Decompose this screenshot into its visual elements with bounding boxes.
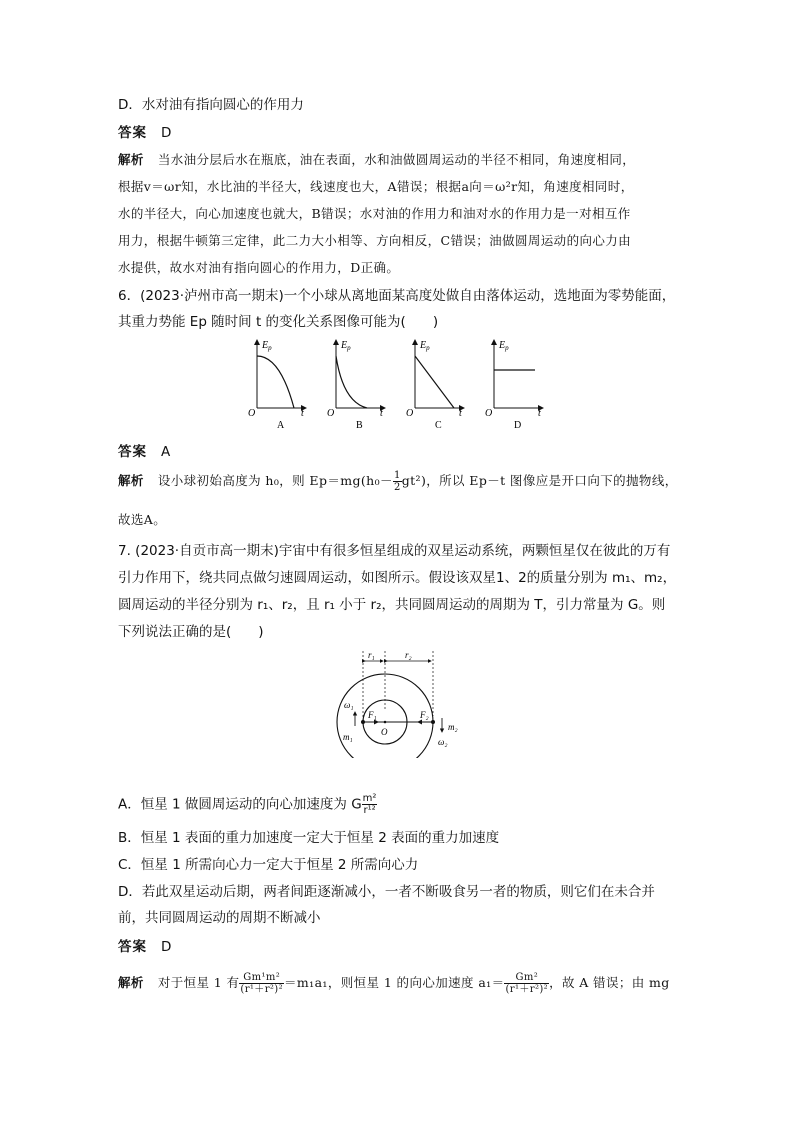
q7-stem-line-1: 7. (2023·自贡市高一期末)宇宙中有很多恒星组成的双星运动系统，两颗恒星仅在彼此的万有 xyxy=(118,543,671,559)
r1-label: r₁ xyxy=(368,650,375,660)
svg-text:O: O xyxy=(406,408,414,419)
graph-a xyxy=(248,340,306,431)
q6-analysis-line-2: 故选A。 xyxy=(118,512,167,527)
svg-text:t: t xyxy=(459,408,462,419)
q7-option-a: A．恒星 1 做圆周运动的向心加速度为 G $\frac{\text{m²}}{\text{r¹²}}$ xyxy=(118,793,377,816)
q6-analysis-line-1: 解析 设小球初始高度为 h₀，则 Ep＝mg(h₀－ $\frac{1}{2}$ gt²)，所以 Ep－t 图像应是开口向下的抛物线， xyxy=(118,470,678,493)
answer-label: 答案 xyxy=(118,939,147,955)
graph-c-label: C xyxy=(435,420,442,431)
svg-text:t: t xyxy=(301,408,304,419)
q7-stem-line-4: 下列说法正确的是( ) xyxy=(118,624,264,640)
q7-option-c: C．恒星 1 所需向心力一定大于恒星 2 所需向心力 xyxy=(118,857,419,873)
answer-value: A xyxy=(161,444,172,460)
fraction-option-a: $\frac{\text{m²}}{\text{r¹²}}$ xyxy=(362,793,377,816)
graph-b xyxy=(327,340,385,431)
binary-star-figure xyxy=(330,646,470,758)
q7-answer xyxy=(118,938,172,956)
omega1-label: ω₁ xyxy=(344,700,354,710)
graph-c xyxy=(406,340,464,431)
center-point xyxy=(384,721,387,724)
answer-value: D xyxy=(161,939,173,955)
fraction-gravity: $\frac{\text{Gm¹m²}}{\text{(r¹＋r²)²}}$ xyxy=(240,972,284,995)
r2-label: r₂ xyxy=(405,650,412,660)
svg-text:O: O xyxy=(248,408,256,419)
graph-d xyxy=(485,340,543,431)
analysis-label: 解析 xyxy=(118,473,144,488)
graph-b-label: B xyxy=(356,420,363,431)
outer-orbit xyxy=(337,674,433,758)
q7-stem-line-3: 圆周运动的半径分别为 r₁、r₂，且 r₁ 小于 r₂，共同圆周运动的周期为 T，引力常量为 G。则 xyxy=(118,597,666,613)
fraction-acceleration: $\frac{\text{Gm²}}{\text{(r¹＋r²)²}}$ xyxy=(505,972,549,995)
q5-analysis-line-3: 水的半径大，向心加速度也就大，B错误；水对油的作用力和油对水的作用力是一对相互作 xyxy=(118,206,631,221)
svg-text:Ep: $E_p$ xyxy=(262,340,272,352)
graph-a-label: A xyxy=(277,420,285,431)
q5-analysis-line-5: 水提供，故水对油有指向圆心的作用力，D正确。 xyxy=(118,260,400,275)
m2-label: m₂ xyxy=(448,722,458,732)
f1-label: F₁ xyxy=(368,710,377,720)
f2-label: F₂ xyxy=(420,710,429,720)
q6-graphs xyxy=(240,336,560,436)
star-2 xyxy=(431,720,435,724)
analysis-label: 解析 xyxy=(118,975,144,990)
q6-answer xyxy=(118,443,171,461)
o-label: O xyxy=(381,727,388,737)
svg-text:Ep: $E_p$ xyxy=(341,340,351,352)
analysis-label: 解析 xyxy=(118,152,144,167)
q6-stem-line-1: 6．(2023·泸州市高一期末)一个小球从离地面某高度处做自由落体运动，选地面为零势能面， xyxy=(118,288,676,304)
svg-text:O: O xyxy=(485,408,493,419)
svg-text:Ep: $E_p$ xyxy=(499,340,509,352)
q7-option-b: B．恒星 1 表面的重力加速度一定大于恒星 2 表面的重力加速度 xyxy=(118,830,500,846)
q5-analysis-line-4: 用力，根据牛顿第三定律，此二力大小相等、方向相反，C错误；油做圆周运动的向心力由 xyxy=(118,233,632,248)
q7-analysis-line-1: 解析 对于恒星 1 有 $\frac{\text{Gm¹m²}}{\text{(r¹＋r²)²}}$ ＝m₁a₁，则恒星 1 的向心加速度 a₁＝ $\frac{\text{Gm²}}{\text{(r¹＋r²)²}}$ ，故 A 错误；由 mg xyxy=(118,972,670,995)
q5-analysis-line-1: 解析 当水油分层后水在瓶底，油在表面，水和油做圆周运动的半径不相同，角速度相同， xyxy=(118,152,636,167)
q7-option-d-line-2: 前，共同圆周运动的周期不断减小 xyxy=(118,910,321,926)
answer-label: 答案 xyxy=(118,444,147,460)
graph-d-label: D xyxy=(514,420,522,431)
svg-text:t: t xyxy=(380,408,383,419)
fraction-half: $\frac{1}{2}$ xyxy=(393,470,401,493)
star-1 xyxy=(361,720,365,724)
m1-label: m₁ xyxy=(343,732,353,742)
q5-analysis-line-2: 根据v＝ωr知，水比油的半径大，线速度也大，A错误；根据a向＝ω²r知，角速度相同时， xyxy=(118,179,634,194)
q7-option-d-line-1: D．若此双星运动后期，两者间距逐渐减小，一者不断吸食另一者的物质，则它们在未合并 xyxy=(118,884,655,900)
answer-label: 答案 xyxy=(118,125,147,141)
q5-option-d: D．水对油有指向圆心的作用力 xyxy=(118,97,304,113)
q5-answer xyxy=(118,124,172,142)
q7-stem-line-2: 引力作用下，绕共同点做匀速圆周运动，如图所示。假设该双星1、2的质量分别为 m₁、m₂， xyxy=(118,570,677,586)
answer-value: D xyxy=(161,125,173,141)
q6-stem-line-2: 其重力势能 Ep 随时间 t 的变化关系图像可能为( ) xyxy=(118,314,439,330)
svg-text:O: O xyxy=(327,408,335,419)
omega2-label: ω₂ xyxy=(438,737,448,747)
svg-text:Ep: $E_p$ xyxy=(420,340,430,352)
svg-text:t: t xyxy=(538,408,541,419)
